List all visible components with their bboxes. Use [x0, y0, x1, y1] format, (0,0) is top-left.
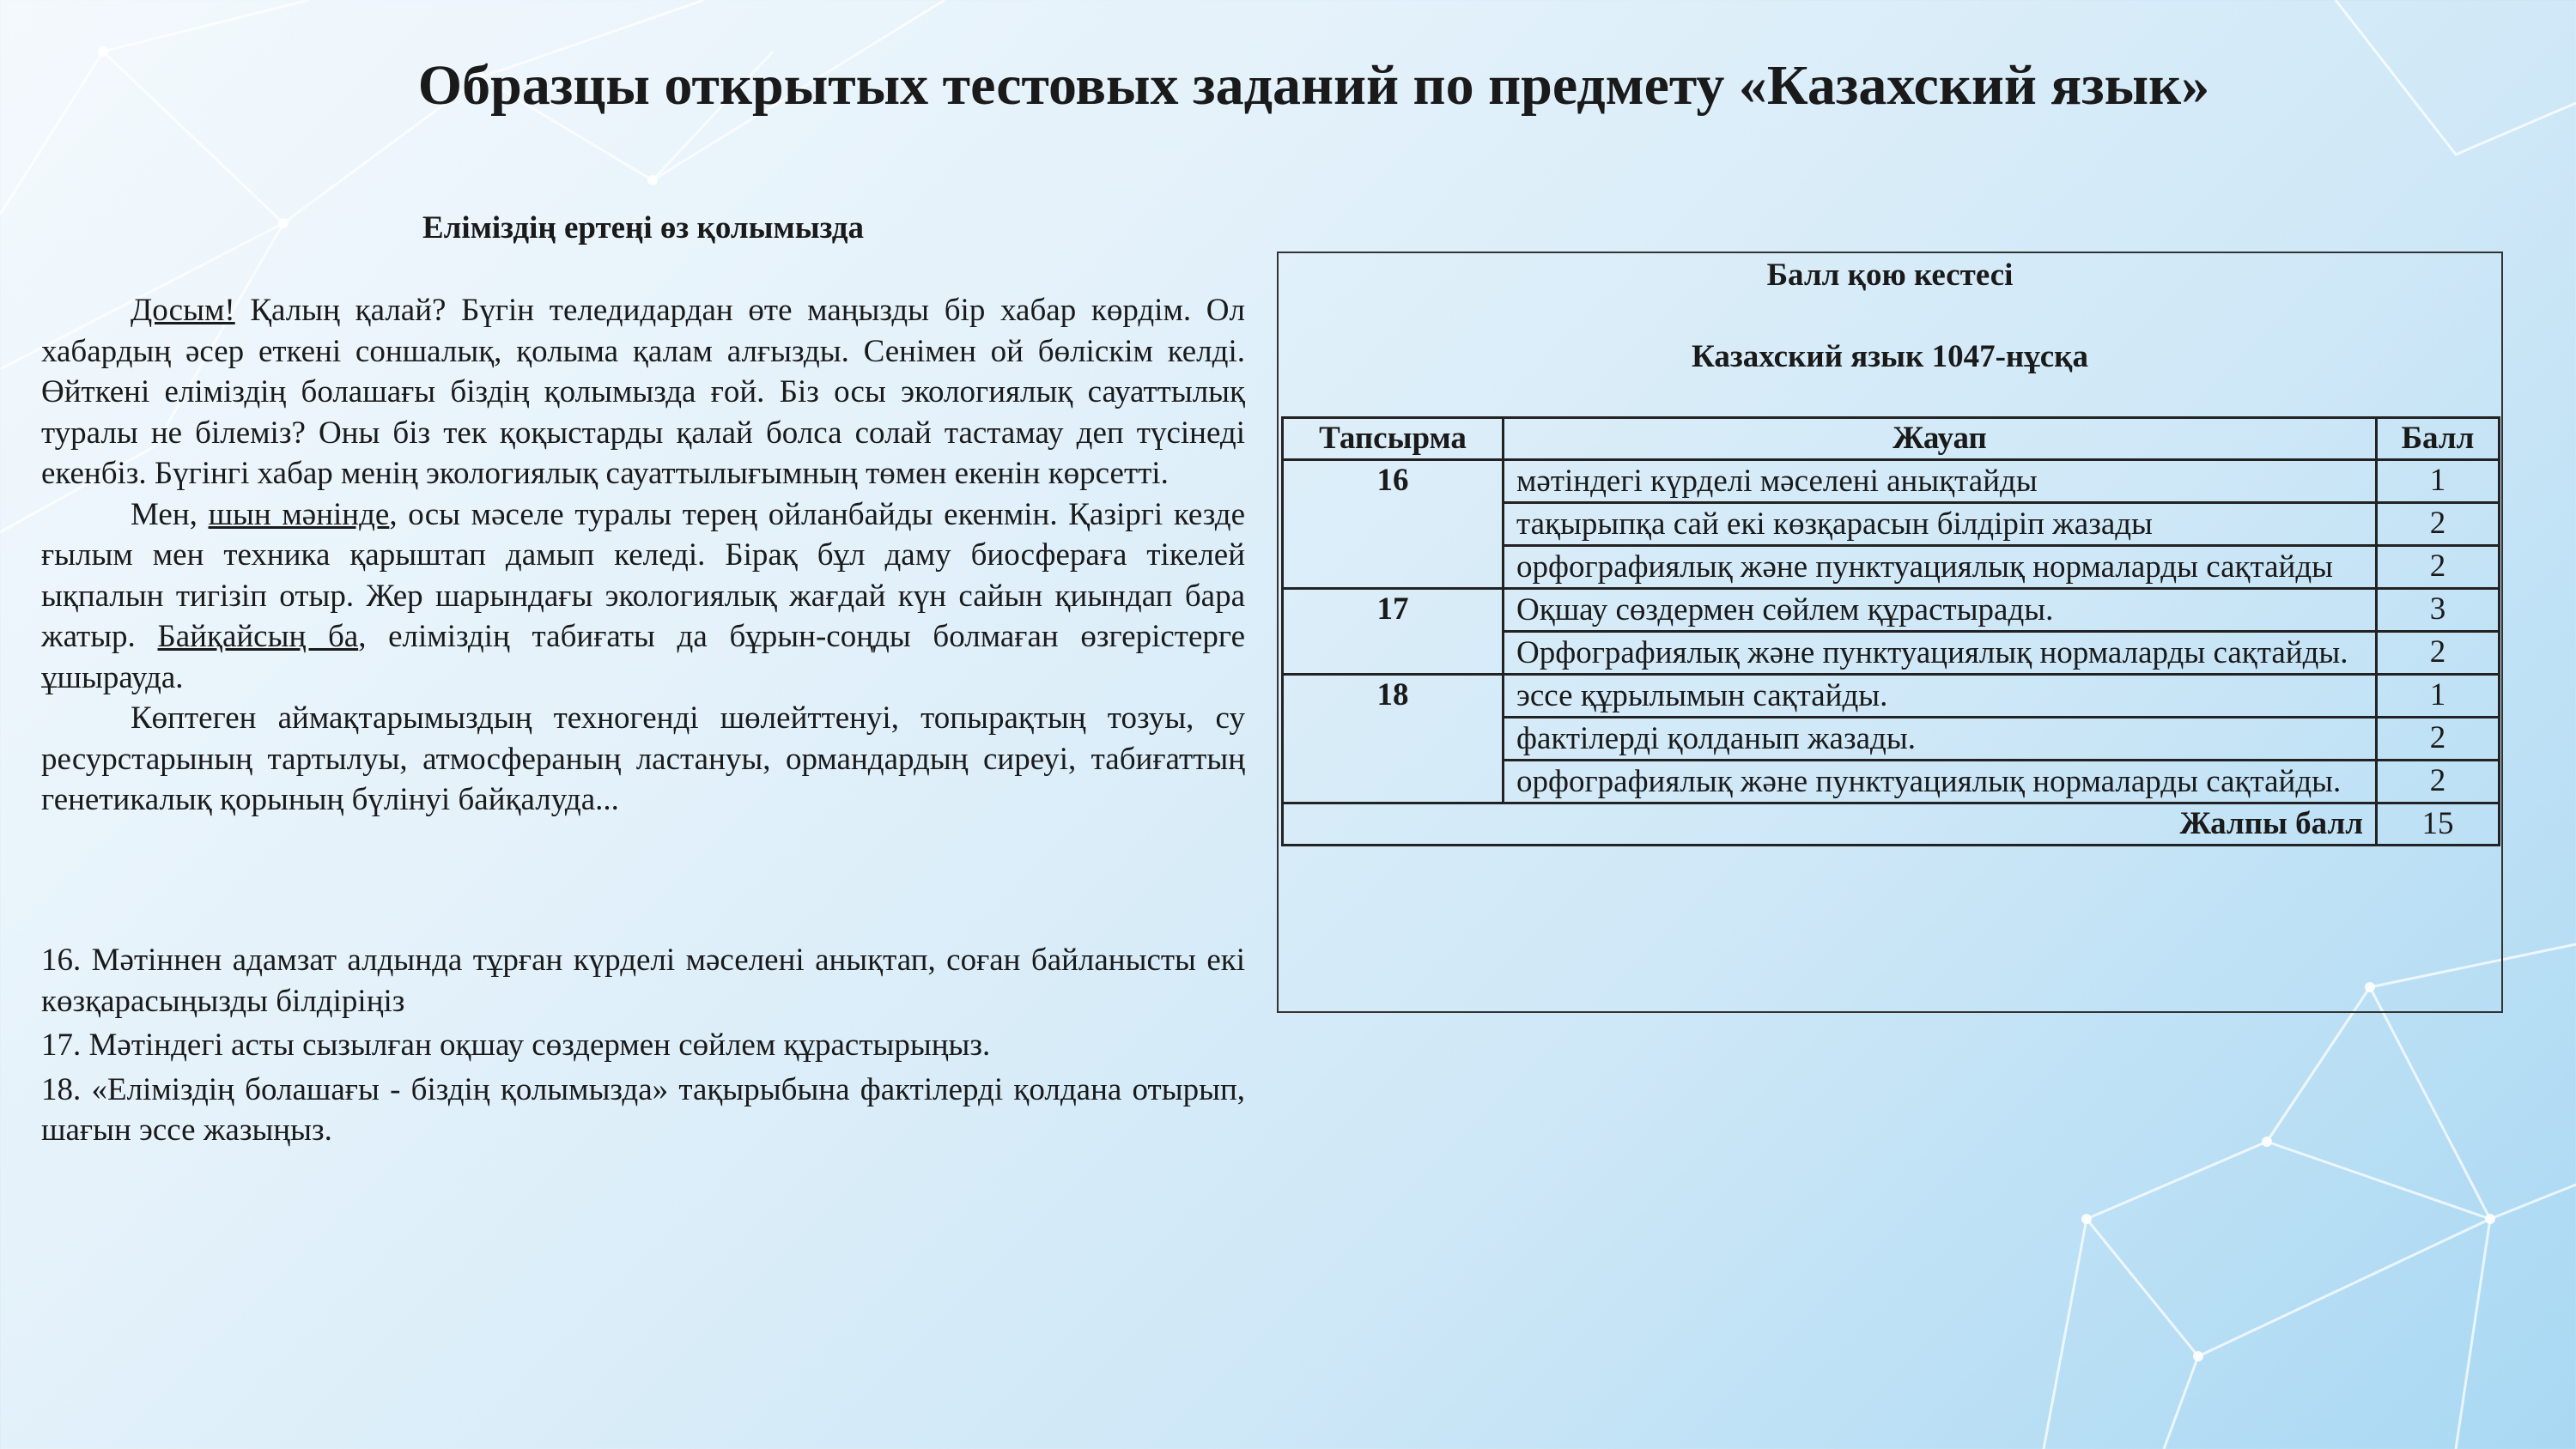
paragraph-2-start: Мен, — [131, 496, 209, 532]
score-table-heading: Балл қою кестесі — [1766, 258, 2014, 293]
points-cell: 1 — [2377, 460, 2500, 503]
paragraph-2-middle: , осы мәселе туралы терең ойланбайды екенмін. Қазіргі кезде ғылым мен техника қарыштап дамып келеді. Бірақ бұл даму биосфераға тікелей ықпалын тигізіп отыр. Жер шарындағы экологиялық жағдай күн сайын қиындап бара жатыр. — [41, 496, 1246, 654]
passage-title: Еліміздің ертеңі өз қолымызда — [422, 210, 865, 246]
task-number-cell: 17 — [1283, 589, 1504, 675]
total-points-cell: 15 — [2377, 803, 2500, 846]
answer-cell: орфографиялық және пунктуациялық нормаларды сақтайды — [1504, 546, 2377, 589]
slide-title: Образцы открытых тестовых заданий по предмету «Казахский язык» — [417, 54, 2210, 117]
table-row — [1283, 460, 2500, 503]
points-cell: 2 — [2377, 718, 2500, 761]
points-cell: 3 — [2377, 589, 2500, 632]
points-cell: 2 — [2377, 546, 2500, 589]
passage-paragraph-1 — [41, 290, 1245, 494]
question-17: 17. Мәтіндегі асты сызылған оқшау сөздермен сөйлем құрастырыңыз. — [41, 1028, 991, 1063]
answer-cell: орфографиялық және пунктуациялық нормаларды сақтайды. — [1504, 761, 2377, 803]
score-table-box — [1277, 252, 2503, 1013]
column-header-points: Балл — [2377, 418, 2500, 460]
answer-cell: Оқшау сөздермен сөйлем құрастырады. — [1504, 589, 2377, 632]
column-header-task: Тапсырма — [1283, 418, 1504, 460]
answer-cell: фактілерді қолданып жазады. — [1504, 718, 2377, 761]
points-cell: 2 — [2377, 632, 2500, 675]
question-list — [41, 940, 1245, 1151]
underlined-phrase-shyn-maninde: шын мәнінде — [208, 496, 390, 532]
passage-paragraph-2 — [41, 494, 1245, 699]
total-row — [1283, 803, 2500, 846]
answer-cell: эссе құрылымын сақтайды. — [1504, 675, 2377, 718]
paragraph-2-end: , еліміздің табиғаты да бұрын-соңды болмаған өзгерістерге ұшырауда. — [41, 619, 1245, 695]
column-header-answer: Жауап — [1504, 418, 2377, 460]
table-row — [1283, 589, 2500, 632]
total-label-cell: Жалпы балл — [1283, 803, 2377, 846]
points-cell: 1 — [2377, 675, 2500, 718]
underlined-phrase-baikaisyn-ba: Байқайсың ба — [157, 619, 359, 654]
score-table-variant: Казахский язык 1047-нұсқа — [1692, 339, 2088, 374]
question-18: 18. «Еліміздің болашағы - біздің қолымызда» тақырыбына фактілерді қолдана отырып, шағын эссе жазыңыз. — [41, 1071, 1245, 1148]
table-header-row — [1283, 418, 2500, 460]
answer-cell: мәтіндегі күрделі мәселені анықтайды — [1504, 460, 2377, 503]
answer-cell: тақырыпқа сай екі көзқарасын білдіріп жазады — [1504, 503, 2377, 546]
points-cell: 2 — [2377, 761, 2500, 803]
task-number-cell: 18 — [1283, 675, 1504, 803]
question-16: 16. Мәтіннен адамзат алдында тұрған күрделі мәселені анықтап, соған байланысты екі көзқарасыңызды білдіріңіз — [41, 943, 1245, 1019]
table-row — [1283, 675, 2500, 718]
passage-text — [41, 290, 1245, 821]
paragraph-1-text: Қалың қалай? Бүгін теледидардан өте маңызды бір хабар көрдім. Ол хабардың әсер еткені соншалық, қолыма қалам алғызды. Сенімен ой бөліскім келді. Өйткені еліміздің болашағы біздің қолымызда ғой. Біз осы экологиялық сауаттылық туралы не білеміз? Оны біз тек қоқыстарды қалай болса солай тастамау деп түсінеді екенбіз. Бүгінгі хабар менің экологиялық сауаттылығымның төмен екенін көрсетті. — [41, 293, 1245, 491]
points-cell: 2 — [2377, 503, 2500, 546]
score-table — [1281, 416, 2500, 846]
task-number-cell: 16 — [1283, 460, 1504, 589]
answer-cell: Орфографиялық және пунктуациялық нормаларды сақтайды. — [1504, 632, 2377, 675]
passage-paragraph-3: Көптеген аймақтарымыздың техногенді шөлейттенуі, топырақтың тозуы, су ресурстарының тартылуы, атмосфераның ластануы, ормандардың сиреуі, табиғаттың генетикалық қорының бүлінуі байқалуда... — [41, 700, 1245, 817]
underlined-word-dosym: Досым! — [131, 293, 235, 328]
